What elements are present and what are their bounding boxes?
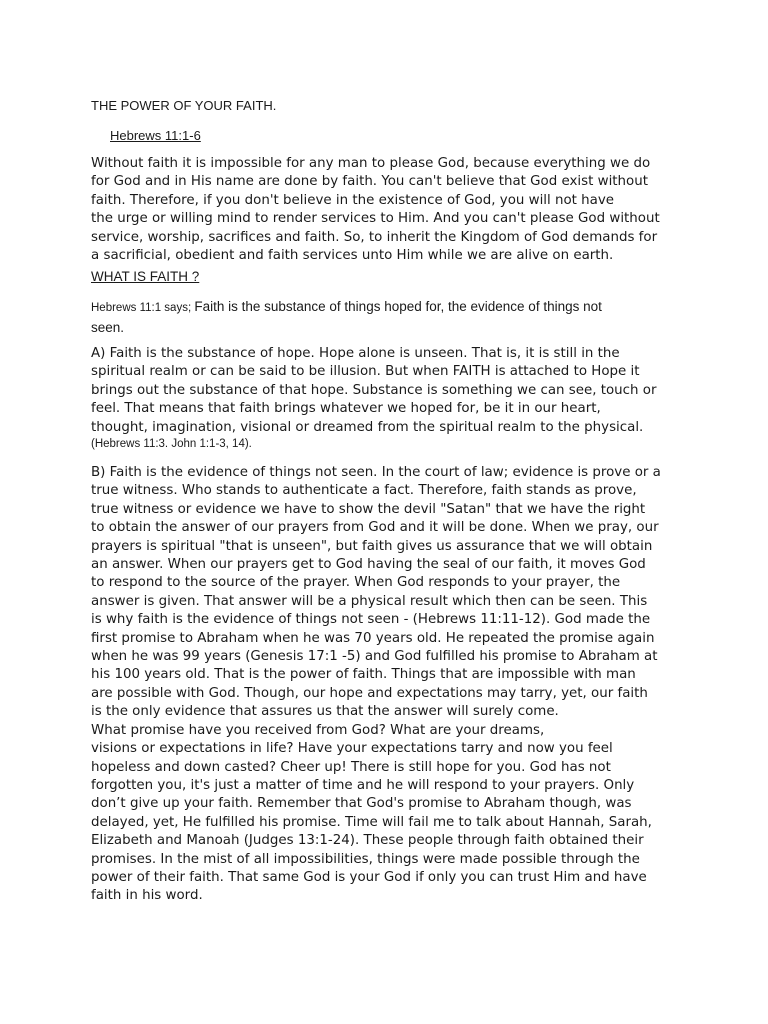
definition-reference: Hebrews 11:1 says;	[91, 302, 195, 314]
intro-paragraph: Without faith it is impossible for any man to please God, because everything we do for God and in His name are done by faith. You can't believe that God exist without faith. Therefore, if you don't believe in the existence of God, you will not have the urge or willing mind to render services to Him. And you can't please God without service, worship, sacrifices and faith. So, to inherit the Kingdom of God demands for a sacrificial, obedient and faith services unto Him while we are alive on earth.	[91, 156, 660, 264]
document-title: THE POWER OF YOUR FAITH.	[91, 98, 277, 113]
point-a-paragraph: A) Faith is the substance of hope. Hope alone is unseen. That is, it is still in the spiritual realm or can be said to be illusion. But when FAITH is attached to Hope it brings out the substance of that hope. Substance is something we can see, touch or feel. That means that faith brings whatever we hoped for, be it in our heart, thought, imagination, visional or dreamed from the spiritual realm to the physical.	[91, 346, 657, 435]
point-b-paragraph: B) Faith is the evidence of things not seen. In the court of law; evidence is prove or a true witness. Who stands to authenticate a fact. Therefore, faith stands as prove, true witness or evidence we have to show the devil "Satan" that we have the right to obtain the answer of our prayers from God and it will be done. When we pray, our prayers is spiritual "that is unseen", but faith gives us assurance that we will obtain an answer. When our prayers get to God having the seal of our faith, it moves God to respond to the source of the prayer. When God responds to your prayer, the answer is given. That answer will be a physical result which then can be seen. This is why faith is the evidence of things not seen - (Hebrews 11:11-12). God made the first promise to Abraham when he was 70 years old. He repeated the promise again when he was 99 years (Genesis 17:1 -5) and God fulfilled his promise to Abraham at his 100 years old. That is the power of faith. Things that are impossible with man are possible with God. Though, our hope and expectations may tarry, yet, our faith is the only evidence that assures us that the answer will surely come. What promise have you received from God? What are your dreams, visions or expectations in life? Have your expectations tarry and now you feel hopeless and down casted? Cheer up! There is still hope for you. God has not forgotten you, it's just a matter of time and he will respond to your prayers. Only don’t give up your faith. Remember that God's promise to Abraham though, was delayed, yet, He fulfilled his promise. Time will fail me to talk about Hannah, Sarah, Elizabeth and Manoah (Judges 13:1-24). These people through faith obtained their promises. In the mist of all impossibilities, things were made possible through the power of their faith. That same God is your God if only you can trust Him and have faith in his word.	[91, 465, 661, 904]
definition-paragraph	[91, 297, 691, 337]
definition-quote: Faith is the substance of things hoped for, the evidence of things not seen.	[91, 299, 602, 335]
scripture-reference: Hebrews 11:1-6	[110, 128, 201, 143]
section-heading: WHAT IS FAITH ?	[91, 269, 200, 284]
point-a-reference: (Hebrews 11:3. John 1:1-3, 14).	[91, 438, 252, 450]
